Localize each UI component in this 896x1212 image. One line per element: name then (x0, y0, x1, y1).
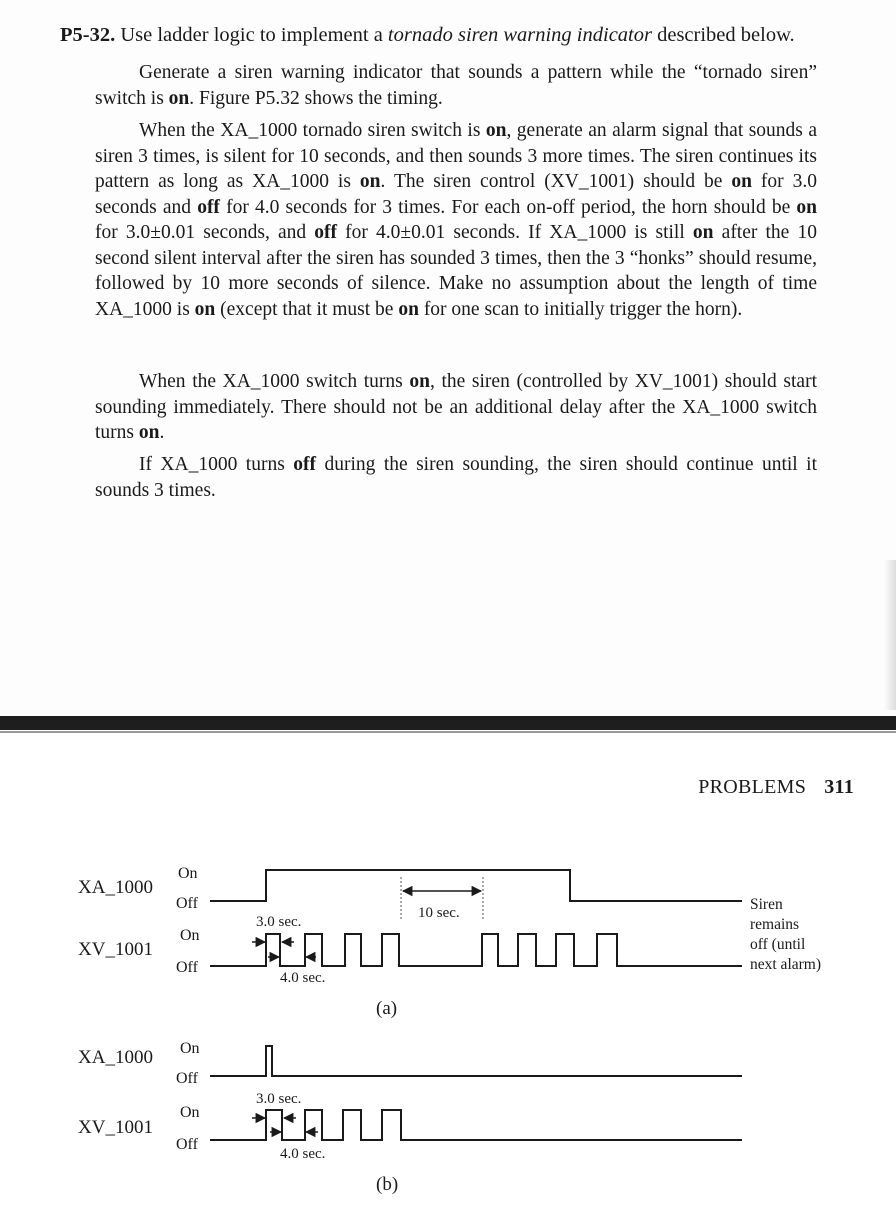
bold-term: off (314, 222, 338, 243)
text-run: When the XA_1000 switch turns (139, 371, 410, 392)
state-on-xv-b: On (180, 1104, 200, 1121)
bold-term: on (398, 298, 419, 320)
state-off-xa-a: Off (176, 895, 198, 912)
text-run: during the siren sounding, the siren should continue until it sounds 3 times. (95, 454, 817, 501)
bold-term: on (138, 422, 160, 443)
text-run: , the siren (controlled by XV_1001) should start sounding immediately. There should not be an additional delay after the XA_1000 switch turns (95, 371, 818, 443)
siren-note-line: remains (750, 916, 800, 933)
text-run: . (159, 422, 165, 443)
bold-term: on (796, 196, 817, 218)
problem-intro: Use ladder logic to implement a (120, 24, 388, 46)
problem-intro-italic: tornado siren warning indicator (387, 24, 652, 46)
bold-term: on (359, 171, 381, 192)
signal-label-xa1000-a: XA_1000 (78, 877, 153, 898)
silent-duration-label: 10 sec. (418, 905, 460, 921)
state-off-xv-a: Off (176, 959, 198, 976)
siren-note-line: off (until (750, 936, 806, 953)
section-title: PROBLEMS (698, 776, 807, 798)
bold-term: on (194, 298, 216, 320)
bold-term: on (731, 171, 752, 192)
bold-term: off (197, 196, 220, 218)
text-run: If XA_1000 turns (139, 454, 294, 475)
on-duration-label-a: 3.0 sec. (256, 914, 302, 930)
on-duration-label-b: 3.0 sec. (256, 1091, 302, 1107)
bold-term: on (409, 371, 430, 392)
bold-term: on (692, 222, 714, 243)
bold-term: on (485, 120, 507, 141)
signal-label-xv1001-a: XV_1001 (78, 939, 153, 960)
xv1001-waveform-b (210, 1110, 742, 1140)
problem-number: P5-32. (60, 24, 116, 46)
text-run: for 4.0±0.01 seconds. If XA_1000 is still (337, 222, 693, 243)
bold-term: on (168, 87, 190, 109)
state-off-xa-b: Off (176, 1070, 198, 1087)
xv1001-waveform-a (210, 934, 742, 966)
xa1000-waveform-a (210, 870, 742, 901)
text-run: after the 10 second silent interval after the siren has sounded 3 times, then the 3 “honks” should resume, followed by 10 more seconds of silence. Make no assumption about the length of time XA_1000 is (95, 222, 817, 320)
off-duration-label-a: 4.0 sec. (280, 970, 326, 986)
text-run: , generate an alarm signal that sounds a siren 3 times, is silent for 10 seconds, and then sounds 3 more times. The siren continues its pattern as long as XA_1000 is (95, 120, 817, 192)
signal-label-xa1000-b: XA_1000 (78, 1047, 153, 1068)
off-duration-label-b: 4.0 sec. (280, 1146, 326, 1162)
state-off-xv-b: Off (176, 1136, 198, 1153)
text-run: for 3.0±0.01 seconds, and (95, 222, 315, 243)
state-on-xa-b: On (180, 1040, 200, 1057)
xa1000-waveform-b (210, 1046, 742, 1076)
state-on-xv-a: On (180, 927, 200, 944)
page-number: 311 (824, 776, 854, 798)
text-run: for 4.0 seconds for 3 times. For each on-off period, the horn should be (219, 196, 797, 218)
text-run: (except that it must be (215, 298, 399, 320)
bold-term: off (293, 454, 317, 475)
state-on-xa-a: On (178, 865, 198, 882)
text-run: Generate a siren warning indicator that sounds a pattern while the “tornado siren” switch is (95, 62, 817, 109)
siren-note (750, 896, 821, 973)
signal-label-xv1001-b: XV_1001 (78, 1117, 153, 1138)
caption-a: (a) (376, 998, 398, 1019)
caption-b: (b) (376, 1174, 399, 1195)
text-run: . The siren control (XV_1001) should be (380, 171, 732, 192)
siren-note-line: Siren (750, 896, 783, 913)
text-run: for 3.0 seconds and (95, 171, 817, 218)
text-run: for one scan to initially trigger the horn). (418, 298, 743, 320)
text-run: When the XA_1000 tornado siren switch is (139, 120, 486, 141)
text-run: . Figure P5.32 shows the timing. (189, 87, 443, 109)
siren-note-line: next alarm) (750, 956, 822, 973)
problem-intro-end: described below. (651, 24, 795, 46)
